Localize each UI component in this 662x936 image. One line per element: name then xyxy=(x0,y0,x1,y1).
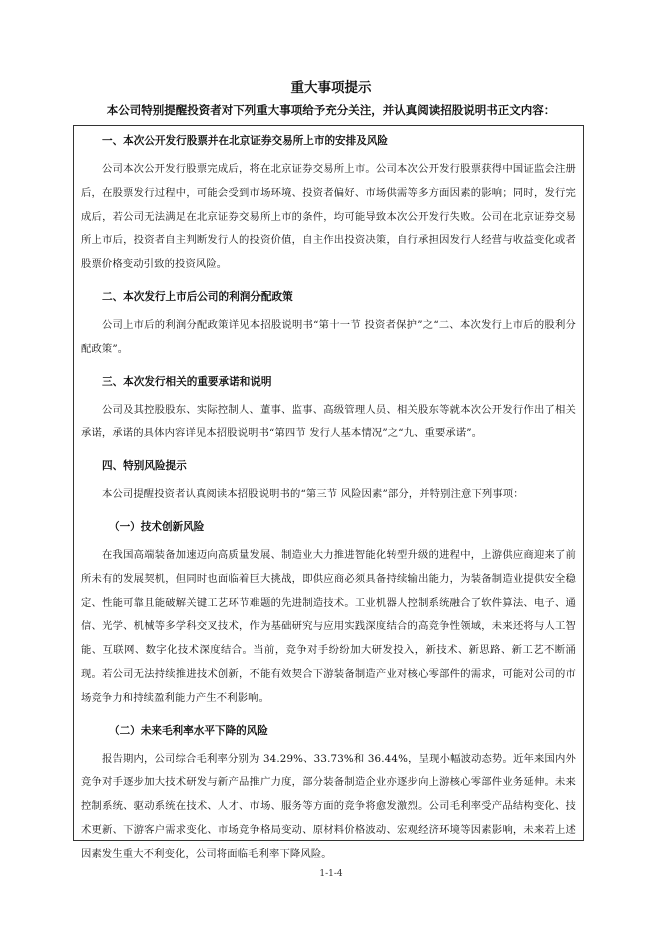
risk-heading-gross-margin: （二）未来毛利率水平下降的风险 xyxy=(109,724,268,737)
risk-heading-technology: （一）技术创新风险 xyxy=(109,520,205,533)
section-heading-commitments: 三、本次发行相关的重要承诺和说明 xyxy=(102,375,272,388)
section-paragraph-listing-risk: 公司本次公开发行股票完成后，将在北京证券交易所上市。公司本次公开发行股票获得中国证监会注册后，在股票发行过程中，可能会受到市场环境、投资者偏好、市场供需等多方面因素的影响；同时，发行完成后，若公司无法满足在北京证券交易所上市的条件，均可能导致本次公开发行失败。公司在北京证券交易所上市后，投资者自主判断发行人的投资价值，自主作出投资决策，自行承担因发行人经营与收益变化或者股票价格变动引致的投资风险。 xyxy=(81,163,576,271)
section-paragraph-commitments: 公司及其控股股东、实际控制人、董事、监事、高级管理人员、相关股东等就本次公开发行作出了相关承诺，承诺的具体内容详见本招股说明书“第四节 发行人基本情况”之“九、重要承诺”。 xyxy=(81,403,576,440)
notice-box xyxy=(73,125,584,860)
page-subtitle: 本公司特别提醒投资者对下列重大事项给予充分关注，并认真阅读招股说明书正文内容： xyxy=(106,103,556,117)
section-paragraph-dividend-policy: 公司上市后的利润分配政策详见本招股说明书“第十一节 投资者保护”之“二、本次发行上市后的股利分配政策”。 xyxy=(81,318,576,355)
section-paragraph-special-risks: 本公司提醒投资者认真阅读本招股说明书的“第三节 风险因素”部分，并特别注意下列事项： xyxy=(102,488,524,501)
section-heading-dividend-policy: 二、本次发行上市后公司的利润分配政策 xyxy=(102,290,293,303)
risk-paragraph-gross-margin: 报告期内，公司综合毛利率分别为 34.29%、33.73%和 36.44%，呈现小幅波动态势。近年来国内外竞争对手逐步加大技术研发与新产品推广力度，部分装备制造企业亦逐步向上游核心零部件业务延伸。未来控制系统、驱动系统在技术、人才、市场、服务等方面的竞争将愈发激烈。公司毛利率受产品结构变化、技术更新、下游客户需求变化、市场竞争格局变动、原材料价格波动、宏观经济环境等因素影响，未来若上述因素发生重大不利变化，公司将面临毛利率下降风险。 xyxy=(81,752,576,860)
page-number: 1-1-4 xyxy=(319,869,343,879)
section-heading-listing-risk: 一、本次公开发行股票并在北京证券交易所上市的安排及风险 xyxy=(102,135,389,147)
page-title: 重大事项提示 xyxy=(290,80,372,96)
section-heading-special-risks: 四、特别风险提示 xyxy=(102,460,187,473)
risk-paragraph-technology: 在我国高端装备加速迈向高质量发展、制造业大力推进智能化转型升级的进程中，上游供应商迎来了前所未有的发展契机，但同时也面临着巨大挑战，即供应商必须具备持续输出能力，为装备制造业提供安全稳定、性能可靠且能破解关键工艺环节难题的先进制造技术。工业机器人控制系统融合了软件算法、电子、通信、光学、机械等多学科交叉技术，作为基础研究与应用实践深度结合的高竞争性领域，未来还将与人工智能、互联网、数字化技术深度结合。当前，竞争对手纷纷加大研发投入，新技术、新思路、新工艺不断涌现。若公司无法持续推进技术创新，不能有效契合下游装备制造产业对核心零部件的需求，可能对公司的市场竞争力和持续盈利能力产生不利影响。 xyxy=(81,548,576,704)
